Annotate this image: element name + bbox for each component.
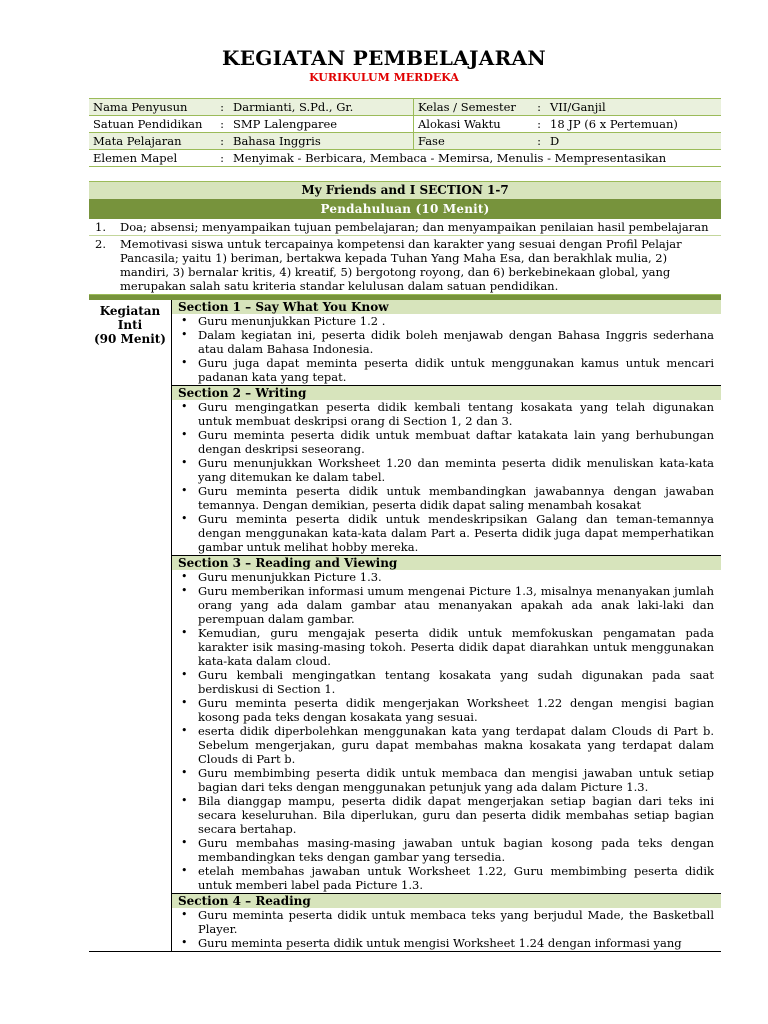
step-text: Guru membimbing peserta didik untuk membaca dan mengisi jawaban untuk setiap bagian dari teks dengan menggunakan petunjuk yang ada dalam Picture 1.3. (198, 766, 714, 794)
page-subtitle: KURIKULUM MERDEKA (309, 71, 459, 84)
step-text: etelah membahas jawaban untuk Worksheet 1.22, Guru membimbing peserta didik untuk memberi label pada Picture 1.3. (198, 864, 714, 892)
step-item (178, 570, 714, 584)
identity-table (89, 98, 721, 167)
kegiatan-label: Kegiatan (99, 304, 161, 318)
step-text: Guru menunjukkan Picture 1.2 . (198, 314, 386, 328)
inti-label: Inti (117, 318, 143, 332)
step-item (178, 484, 714, 512)
step-text: Guru meminta peserta didik untuk membuat daftar katakata lain yang berhubungan dengan deskripsi seseorang. (198, 428, 714, 456)
inti-sections (172, 300, 721, 951)
bullet-icon: • (181, 908, 188, 921)
step-text: Guru mengingatkan peserta didik kembali tentang kosakata yang telah digunakan untuk membuat deskripsi orang di Section 1, 2 dan 3. (198, 400, 714, 428)
section-steps (172, 314, 721, 385)
item-number: 2. (95, 237, 106, 251)
step-item (178, 936, 714, 950)
colon: : (532, 133, 546, 150)
field-value: VII/Ganjil (546, 99, 721, 116)
step-text: Guru meminta peserta didik untuk membaca teks yang berjudul Made, the Basketball Player. (198, 908, 714, 936)
bullet-icon: • (181, 668, 188, 681)
duration-label: (90 Menit) (94, 332, 166, 346)
step-item (178, 724, 714, 766)
bullet-icon: • (181, 724, 188, 737)
step-item (178, 794, 714, 836)
field-label: Mata Pelajaran (89, 133, 215, 150)
field-value: D (546, 133, 721, 150)
bullet-icon: • (181, 696, 188, 709)
bullet-icon: • (181, 428, 188, 441)
step-text: Guru meminta peserta didik untuk mengisi Worksheet 1.24 dengan informasi yang (198, 936, 682, 950)
colon: : (215, 116, 229, 133)
step-item (178, 428, 714, 456)
step-text: Guru menunjukkan Worksheet 1.20 dan meminta peserta didik menuliskan kata-kata yang ditemukan ke dalam tabel. (198, 456, 714, 484)
bullet-icon: • (181, 484, 188, 497)
field-value: Darmianti, S.Pd., Gr. (229, 99, 414, 116)
field-label: Satuan Pendidikan (89, 116, 215, 133)
bullet-icon: • (181, 766, 188, 779)
step-text: Guru kembali mengingatkan tentang kosakata yang sudah digunakan pada saat berdiskusi di Section 1. (198, 668, 714, 696)
field-value: Menyimak - Berbicara, Membaca - Memirsa, Menulis - Mempresentasikan (229, 150, 721, 167)
field-label: Kelas / Semester (414, 99, 533, 116)
identity-row (89, 150, 721, 167)
page-title: KEGIATAN PEMBELAJARAN (222, 46, 546, 70)
identity-row (89, 116, 721, 133)
bullet-icon: • (181, 584, 188, 597)
colon: : (215, 99, 229, 116)
field-label: Nama Penyusun (89, 99, 215, 116)
step-text: Guru meminta peserta didik untuk membandingkan jawabannya dengan jawaban temannya. Dengan demikian, peserta didik dapat saling menambah kosakat (198, 484, 714, 512)
bullet-icon: • (181, 328, 188, 341)
pendahuluan-item (89, 235, 721, 294)
bullet-icon: • (181, 794, 188, 807)
bullet-icon: • (181, 314, 188, 327)
field-label: Elemen Mapel (89, 150, 215, 167)
pendahuluan-list (89, 219, 721, 295)
section-steps (172, 908, 721, 951)
step-item (178, 400, 714, 428)
field-value: 18 JP (6 x Pertemuan) (546, 116, 721, 133)
step-item (178, 668, 714, 696)
item-number: 1. (95, 220, 106, 234)
step-item (178, 766, 714, 794)
section-steps (172, 400, 721, 555)
bullet-icon: • (181, 400, 188, 413)
step-text: Guru juga dapat meminta peserta didik untuk menggunakan kamus untuk mencari padanan kata yang tepat. (198, 356, 714, 384)
step-text: Guru menunjukkan Picture 1.3. (198, 570, 382, 584)
bullet-icon: • (181, 936, 188, 949)
step-text: Dalam kegiatan ini, peserta didik boleh menjawab dengan Bahasa Inggris sederhana atau dalam Bahasa Indonesia. (198, 328, 714, 356)
pendahuluan-title: Pendahuluan (10 Menit) (89, 199, 721, 219)
bullet-icon: • (181, 570, 188, 583)
step-item (178, 314, 714, 328)
bullet-icon: • (181, 836, 188, 849)
step-text: Kemudian, guru mengajak peserta didik untuk memfokuskan pengamatan pada karakter isik masing-masing tokoh. Peserta didik dapat diarahkan untuk menggunakan kata-kata dalam cloud. (198, 626, 714, 668)
field-label: Fase (414, 133, 533, 150)
pendahuluan-item (89, 219, 721, 235)
kegiatan-inti-label (89, 300, 172, 951)
step-text: Guru meminta peserta didik mengerjakan Worksheet 1.22 dengan mengisi bagian kosong pada teks dengan kosakata yang sesuai. (198, 696, 714, 724)
colon: : (215, 133, 229, 150)
section-steps (172, 570, 721, 893)
field-value: SMP Lalengparee (229, 116, 414, 133)
item-text: Memotivasi siswa untuk tercapainya kompetensi dan karakter yang sesuai dengan Profil Pelajar Pancasila; yaitu 1) beriman, bertakwa kepada Tuhan Yang Maha Esa, dan berakhlak mulia, 2) mandiri, 3) bernalar kritis, 4) kreatif, 5) bergotong royong, dan 6) berkebinekaan global, yang merupakan salah satu kriteria standar kelulusan dalam satuan pendidikan. (120, 237, 682, 293)
step-text: Guru meminta peserta didik untuk mendeskripsikan Galang dan teman-temannya dengan menggunakan kata-kata dalam Part a. Peserta didik juga dapat memperhatikan gambar untuk melihat hobby mereka. (198, 512, 714, 554)
step-item (178, 908, 714, 936)
bullet-icon: • (181, 626, 188, 639)
step-item (178, 356, 714, 384)
activity-table (89, 181, 721, 952)
step-item (178, 512, 714, 554)
step-item (178, 626, 714, 668)
step-item (178, 328, 714, 356)
colon: : (532, 99, 546, 116)
kegiatan-inti (89, 300, 721, 952)
unit-title: My Friends and I SECTION 1-7 (89, 181, 721, 199)
item-text: Doa; absensi; menyampaikan tujuan pembelajaran; dan menyampaikan penilaian hasil pembelajaran (120, 220, 709, 234)
bullet-icon: • (181, 456, 188, 469)
step-text: eserta didik diperbolehkan menggunakan kata yang terdapat dalam Clouds di Part b. Sebelum mengerjakan, guru dapat membahas makna kosakata yang terdapat dalam Clouds di Part b. (198, 724, 714, 766)
colon: : (532, 116, 546, 133)
bullet-icon: • (181, 512, 188, 525)
field-label: Alokasi Waktu (414, 116, 533, 133)
identity-row (89, 99, 721, 116)
section-title: Section 1 – Say What You Know (172, 300, 721, 314)
section-title: Section 3 – Reading and Viewing (172, 555, 721, 570)
field-value: Bahasa Inggris (229, 133, 414, 150)
step-item (178, 696, 714, 724)
step-text: Bila dianggap mampu, peserta didik dapat mengerjakan setiap bagian dari teks ini secara keseluruhan. Bila diperlukan, guru dan peserta didik membahas setiap bagian secara bertahap. (198, 794, 714, 836)
bullet-icon: • (181, 356, 188, 369)
step-item (178, 456, 714, 484)
section-title: Section 2 – Writing (172, 385, 721, 400)
step-item (178, 584, 714, 626)
step-text: Guru membahas masing-masing jawaban untuk bagian kosong pada teks dengan membandingkan teks dengan gambar yang tersedia. (198, 836, 714, 864)
step-text: Guru memberikan informasi umum mengenai Picture 1.3, misalnya menanyakan jumlah orang yang ada dalam gambar atau menanyakan apakah ada anak laki-laki dan perempuan dalam gambar. (198, 584, 714, 626)
step-item (178, 864, 714, 892)
section-title: Section 4 – Reading (172, 893, 721, 908)
step-item (178, 836, 714, 864)
bullet-icon: • (181, 864, 188, 877)
identity-row (89, 133, 721, 150)
colon: : (215, 150, 229, 167)
